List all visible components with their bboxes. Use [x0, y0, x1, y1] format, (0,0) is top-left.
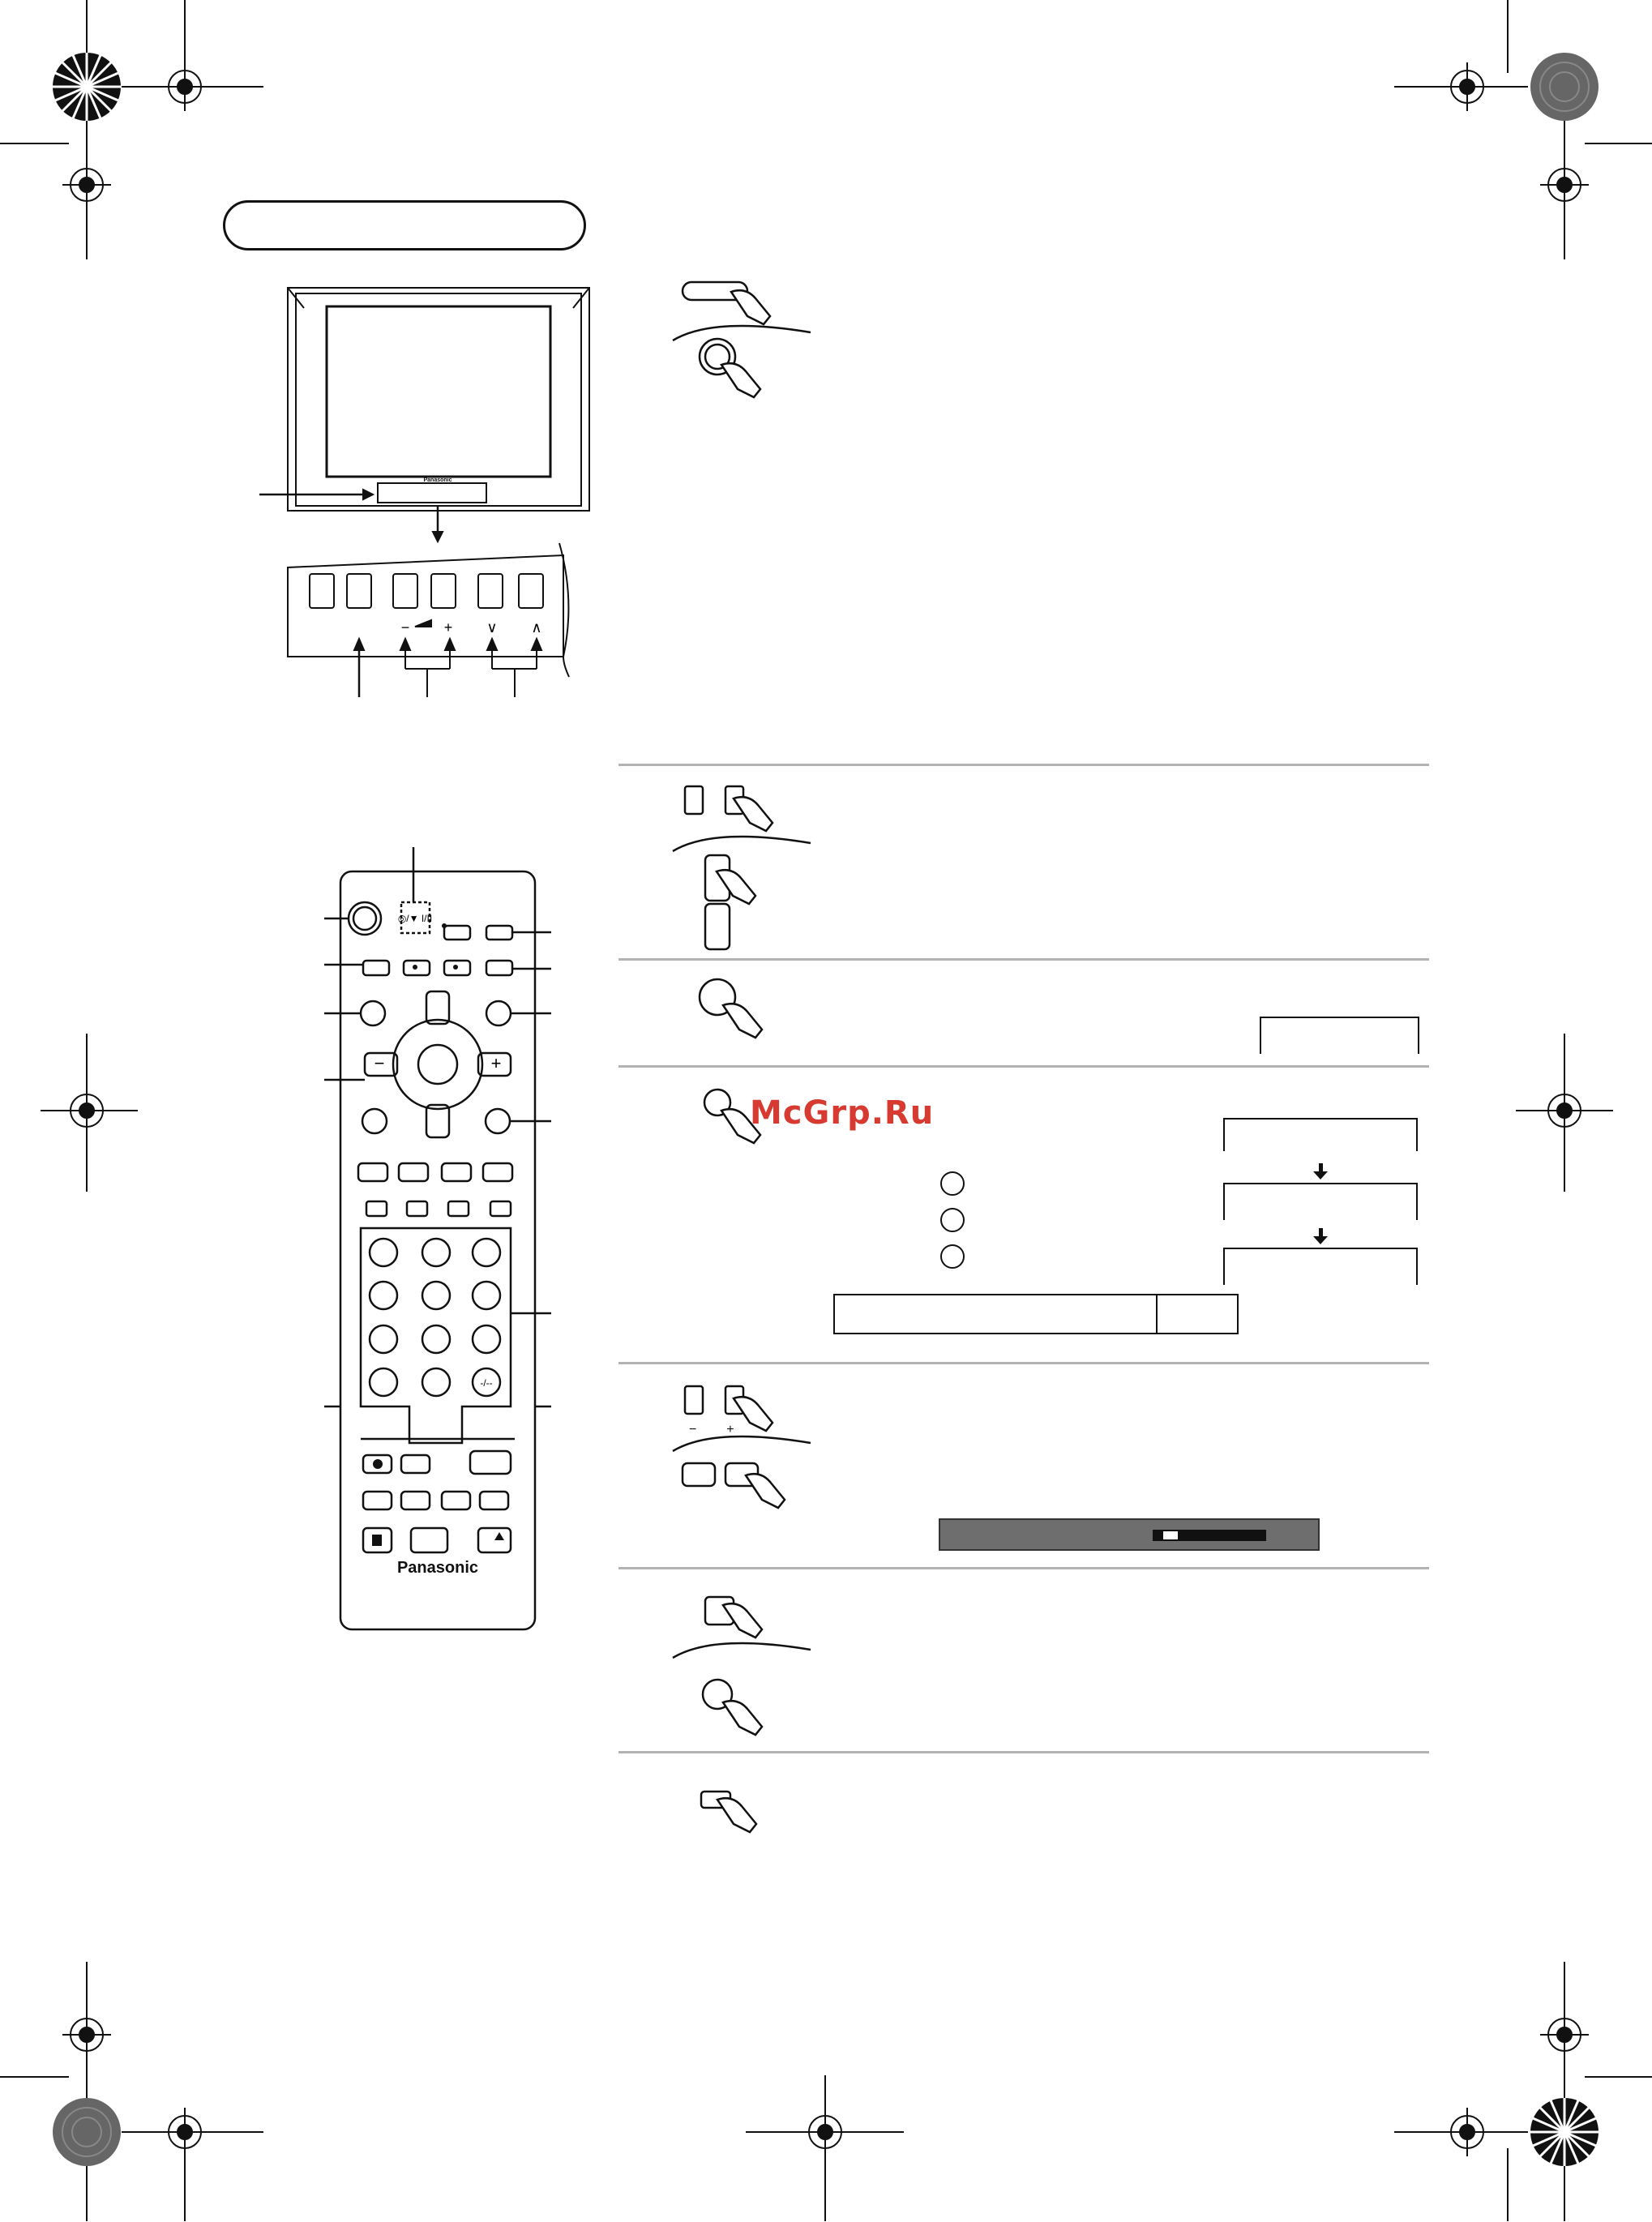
volume-osd-level [1163, 1531, 1178, 1539]
watermark: McGrp.Ru [750, 1094, 935, 1132]
remote-vol-plus: + [490, 1053, 502, 1073]
remote-dash-button: -/-- [480, 1377, 493, 1389]
volume-step-labels [689, 1423, 734, 1437]
remote-brand: Panasonic [396, 1559, 479, 1577]
tv-ch-down-label: ∨ [486, 619, 498, 636]
step-pictograms [665, 268, 827, 1873]
tv-vol-minus-label: − [400, 619, 410, 636]
tv-vol-plus-label: + [443, 619, 453, 636]
tv-illustration [243, 276, 600, 705]
remote-stereo-label: ◎/▼ I/II [397, 913, 433, 924]
tv-ch-up-label: ∧ [531, 619, 542, 636]
channel-entry-divider [1156, 1295, 1158, 1333]
remote-vol-minus: − [374, 1053, 385, 1073]
volume-plus-label: + [726, 1423, 734, 1436]
volume-osd-bar [939, 1518, 1320, 1551]
volume-minus-label: − [689, 1423, 697, 1436]
remote-illustration [324, 847, 567, 1638]
channel-entry-table [833, 1294, 1239, 1334]
tv-brand: Panasonic [423, 477, 452, 483]
